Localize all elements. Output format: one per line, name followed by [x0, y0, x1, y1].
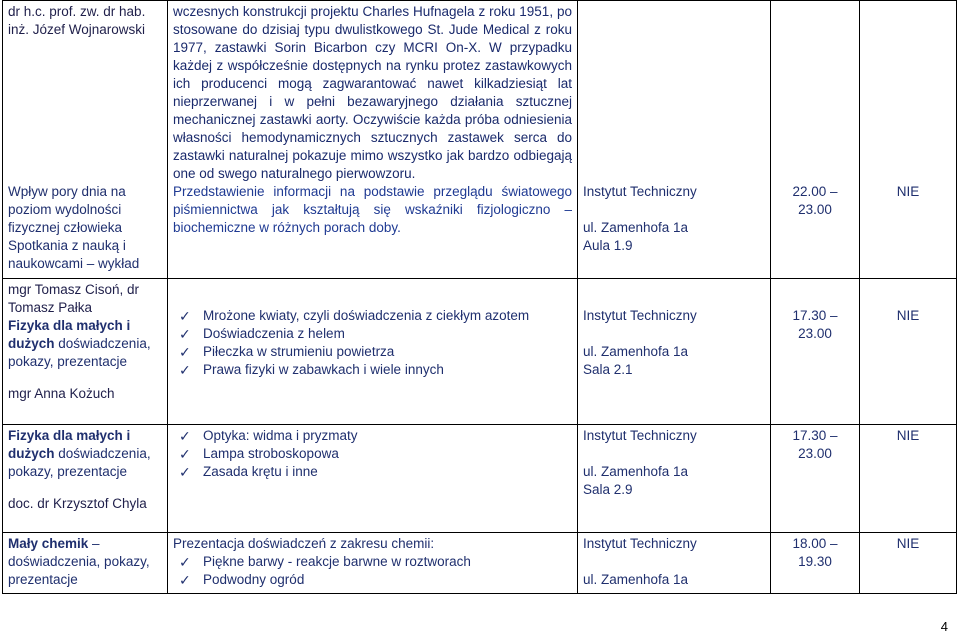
event-cell [3, 533, 168, 594]
check-icon: ✓ [179, 308, 191, 324]
list-item-label: Podwodny ogród [203, 572, 305, 587]
time-start: 18.00 – [792, 536, 838, 551]
check-icon: ✓ [179, 344, 191, 360]
event-subtitle: Spotkania z nauką i naukowcami – wykład [8, 238, 140, 271]
activity-list [173, 427, 572, 481]
list-item [173, 553, 572, 571]
check-icon: ✓ [179, 446, 191, 462]
time-cell [771, 533, 860, 594]
registration-status: NIE [896, 308, 920, 323]
list-item-label: Doświadczenia z helem [203, 326, 345, 341]
description-cell [168, 533, 578, 594]
event-title-rest: doświadczenia, pokazy, prezentacje [8, 336, 151, 369]
list-item-label: Optyka: widma i pryzmaty [203, 428, 358, 443]
registration-status: NIE [896, 428, 920, 443]
location-street: ul. Zamenhofa 1a [583, 572, 689, 587]
description-cell [168, 425, 578, 533]
description-main: Przedstawienie informacji na podstawie przeglądu światowego piśmiennictwa jak kształtują się wskaźniki fizjologiczno – biochemiczne w różnych porach doby. [173, 184, 572, 235]
check-icon: ✓ [179, 326, 191, 342]
list-item-label: Lampa stroboskopowa [203, 446, 339, 461]
location-cell [578, 279, 771, 425]
event-cell [3, 279, 168, 425]
time-end: 19.30 [798, 554, 832, 569]
event-title-bold: Mały chemik [8, 536, 89, 551]
event-title-bold: Fizyka dla małych i dużych [8, 428, 131, 461]
time-start: 22.00 – [792, 184, 838, 199]
time-end: 23.00 [798, 202, 832, 217]
check-icon: ✓ [179, 464, 191, 480]
description-cell [168, 1, 578, 279]
location-cell [578, 425, 771, 533]
location-cell [578, 1, 771, 279]
location-room: Sala 2.9 [583, 482, 633, 497]
time-cell [771, 425, 860, 533]
location-room: Sala 2.1 [583, 362, 633, 377]
registration-cell [860, 425, 957, 533]
teacher-bottom: doc. dr Krzysztof Chyla [8, 496, 147, 511]
teacher-line: Tomasz Pałka [8, 300, 93, 315]
time-cell [771, 1, 860, 279]
description-continued: wczesnych konstrukcji projektu Charles Hufnagela z roku 1951, po stosowane do dzisiaj typu dwulistkowego St. Jude Medical z roku 1977, zastawki Sorin Bicarbon czy MCRI On-X. W przypadku każdej z współcześnie dostępnych na rynku protez zastawkowych ich producenci mogą zagwarantować nawet kilkadziesiąt lat nieprzerwanej i w pełni bezawaryjnego działania sztucznej mechanicznej zastawki aorty. Oczywiście każda próba odniesienia własności hemodynamicznych sztucznych zastawek serca do zastawki naturalnej pokazuje mimo wszystko jak bardzo odbiegają one od swego naturalnego pierwowzoru. [173, 4, 572, 181]
list-item [173, 445, 572, 463]
time-start: 17.30 – [792, 308, 838, 323]
check-icon: ✓ [179, 572, 191, 588]
check-icon: ✓ [179, 362, 191, 378]
list-item-label: Mrożone kwiaty, czyli doświadczenia z ciekłym azotem [203, 308, 530, 323]
schedule-table [2, 0, 957, 594]
time-cell [771, 279, 860, 425]
teacher-top [8, 281, 162, 317]
list-item-label: Piękne barwy - reakcje barwne w roztworach [203, 554, 471, 569]
event-title [8, 317, 162, 371]
teacher-bottom: mgr Anna Kożuch [8, 386, 115, 401]
list-item [173, 361, 572, 379]
description-cell [168, 279, 578, 425]
table-row [3, 279, 957, 425]
location-building: Instytut Techniczny [583, 184, 697, 199]
list-item [173, 463, 572, 481]
registration-status: NIE [896, 536, 920, 551]
list-item [173, 571, 572, 589]
activity-list [173, 553, 572, 589]
list-item [173, 307, 572, 325]
location-room: Aula 1.9 [583, 238, 633, 253]
event-title [8, 535, 162, 589]
list-item-label: Piłeczka w strumieniu powietrza [203, 344, 395, 359]
location-street: ul. Zamenhofa 1a [583, 220, 689, 235]
time-end: 23.00 [798, 446, 832, 461]
time-end: 23.00 [798, 326, 832, 341]
registration-cell [860, 279, 957, 425]
list-item [173, 427, 572, 445]
event-title-rest: doświadczenia, pokazy, prezentacje [8, 446, 151, 479]
time-start: 17.30 – [792, 428, 838, 443]
table-row [3, 1, 957, 279]
location-building: Instytut Techniczny [583, 536, 697, 551]
location-building: Instytut Techniczny [583, 428, 697, 443]
event-cell [3, 425, 168, 533]
list-item-label: Prawa fizyki w zabawkach i wiele innych [203, 362, 444, 377]
event-title-rest: – doświadczenia, pokazy, prezentacje [8, 536, 150, 587]
list-item [173, 343, 572, 361]
teacher-line: inż. Józef Wojnarowski [8, 22, 146, 37]
teacher-line: mgr Tomasz Cisoń, dr [8, 282, 140, 297]
registration-cell [860, 1, 957, 279]
list-heading: Prezentacja doświadczeń z zakresu chemii: [173, 536, 435, 551]
location-street: ul. Zamenhofa 1a [583, 464, 689, 479]
check-icon: ✓ [179, 554, 191, 570]
registration-status: NIE [896, 184, 920, 199]
location-cell [578, 533, 771, 594]
registration-cell [860, 533, 957, 594]
location-street: ul. Zamenhofa 1a [583, 344, 689, 359]
list-item [173, 325, 572, 343]
table-row [3, 425, 957, 533]
event-cell [3, 1, 168, 279]
check-icon: ✓ [179, 428, 191, 444]
table-row [3, 533, 957, 594]
event-title-bold: Fizyka dla małych i dużych [8, 318, 131, 351]
event-title: Wpływ pory dnia na poziom wydolności fizycznej człowieka [8, 184, 126, 235]
event-title [8, 427, 162, 481]
page-number: 4 [940, 619, 948, 634]
teacher-top [8, 3, 162, 39]
location-building: Instytut Techniczny [583, 308, 697, 323]
list-item-label: Zasada krętu i inne [203, 464, 318, 479]
activity-list [173, 307, 572, 379]
teacher-line: dr h.c. prof. zw. dr hab. [8, 4, 146, 19]
